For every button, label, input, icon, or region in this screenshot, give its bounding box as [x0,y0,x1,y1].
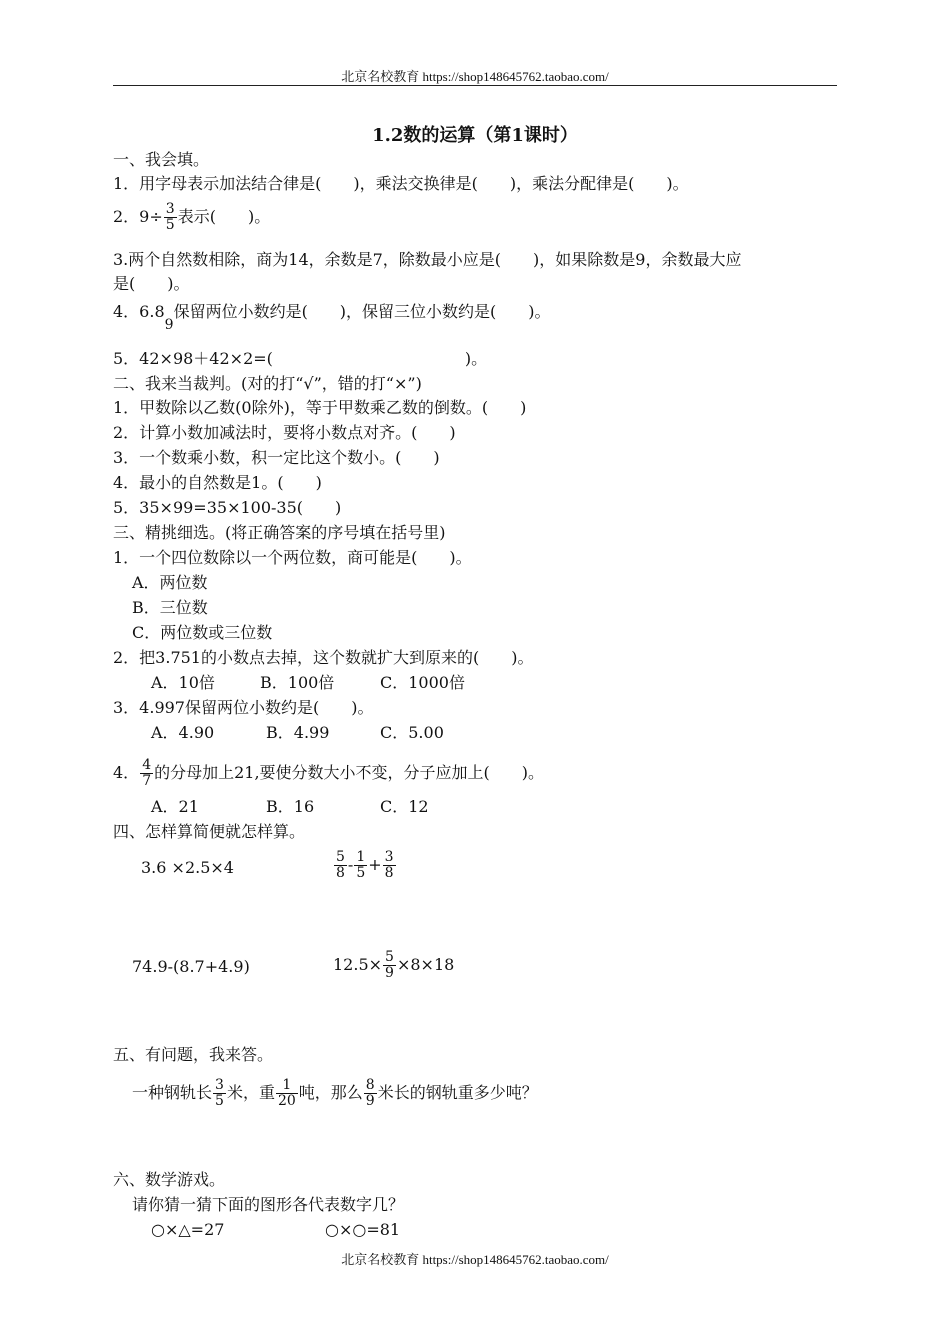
s1-q2-fraction [164,202,177,233]
s5-fraction-1 [213,1078,226,1109]
s3-q4-denominator: 7 [142,773,152,789]
s3-q4-option-a: A．21 [151,797,199,816]
s4-e4-post: ×8×18 [396,955,455,974]
page-footer: 北京名校教育 https://shop148645762.taobao.com/ [341,1252,609,1267]
s3-q4 [113,758,544,789]
s2-q2: 2．计算小数加减法时，要将小数点对齐。( ) [113,423,456,442]
s4-e4-fraction [383,950,396,981]
s1-q2-denominator: 5 [165,217,175,233]
s3-q1: 1．一个四位数除以一个两位数，商可能是( )。 [113,548,472,567]
s3-q3: 3．4.997保留两位小数约是( )。 [113,698,374,717]
s3-q4-option-b: B．16 [266,797,315,816]
s1-q4-repeating-digit: 9 [164,317,174,333]
s5-f1-denominator: 5 [215,1093,224,1109]
s5-f3-numerator: 8 [365,1077,375,1093]
s3-q3-option-b: B．4.99 [266,723,330,742]
s3-q1-option-a: A．两位数 [132,573,208,592]
s5-f2-numerator: 1 [276,1078,298,1094]
s4-expression-4 [333,950,454,981]
s1-q2 [113,202,270,233]
page-title: 1.2数的运算（第1课时） [372,125,578,146]
s5-f3-denominator: 9 [365,1093,375,1109]
s5-text-4: 米长的钢轨重多少吨？ [377,1083,538,1102]
s3-q4-option-c: C．12 [380,797,429,816]
s4-e2-minus: - [347,855,354,874]
section-3-heading: 三、精挑细选。(将正确答案的序号填在括号里) [113,523,446,542]
s3-q3-option-c: C．5.00 [380,723,444,742]
s1-q4-pre: 4．6.8 [113,302,165,321]
s5-f2-denominator: 20 [277,1093,296,1109]
s4-e2-fraction-2 [354,850,367,881]
section-2-heading: 二、我来当裁判。(对的打“√”，错的打“×”) [113,374,422,393]
s2-q3: 3．一个数乘小数，积一定比这个数小。( ) [113,448,440,467]
s4-e4-pre: 12.5× [333,955,383,974]
s4-e2-f3-denominator: 8 [384,865,394,881]
s3-q4-post: 的分母加上21,要使分数大小不变，分子应加上( )。 [154,763,545,782]
s5-fraction-3 [364,1078,377,1109]
s1-q3-line2: 是( )。 [113,274,190,293]
s1-q1: 1．用字母表示加法结合律是( )，乘法交换律是( )，乘法分配律是( )。 [113,174,689,193]
s6-equation-2: ○×○=81 [325,1220,401,1239]
s4-expression-1: 3.6 ×2.5×4 [141,858,234,877]
s4-e2-f2-denominator: 5 [356,865,366,881]
s5-f1-numerator: 3 [215,1077,224,1093]
s1-q4-post: 保留两位小数约是( )，保留三位小数约是( )。 [173,302,551,321]
s3-q2: 2．把3.751的小数点去掉，这个数就扩大到原来的( )。 [113,648,534,667]
s3-q4-fraction [140,758,153,789]
s4-e2-f2-numerator: 1 [356,849,366,865]
s4-e2-f1-numerator: 5 [336,849,345,865]
section-1-heading: 一、我会填。 [113,150,210,169]
s3-q2-option-c: C．1000倍 [380,673,465,692]
s4-e2-fraction-3 [383,850,396,881]
s5-text-3: 吨，那么 [298,1083,363,1102]
s4-e2-f1-denominator: 8 [336,865,345,881]
section-5-heading: 五、有问题，我来答。 [113,1045,274,1064]
section-4-heading: 四、怎样算简便就怎样算。 [113,822,306,841]
s6-equation-1: ○×△=27 [151,1220,225,1239]
s4-e2-f3-numerator: 3 [384,849,394,865]
s1-q2-numerator: 3 [165,201,175,217]
s3-q1-option-c: C．两位数或三位数 [132,623,273,642]
s5-text-1: 一种钢轨长 [132,1083,213,1102]
s3-q4-pre: 4． [113,763,140,782]
s1-q3-line1: 3.两个自然数相除，商为14，余数是7，除数最小应是( )，如果除数是9，余数最大应 [113,250,742,269]
s1-q5: 5．42×98＋42×2=( )。 [113,349,488,368]
section-6-heading: 六、数学游戏。 [113,1170,226,1189]
header-rule [113,85,837,86]
s4-e4-numerator: 5 [385,949,394,965]
s2-q1: 1．甲数除以乙数(0除外)，等于甲数乘乙数的倒数。( ) [113,398,527,417]
s2-q5: 5．35×99=35×100-35( ) [113,498,342,517]
s1-q4 [113,302,551,333]
s3-q2-option-b: B．100倍 [260,673,335,692]
s5-text-2: 米，重 [226,1083,275,1102]
s3-q2-option-a: A．10倍 [151,673,215,692]
s4-e2-plus: + [368,855,382,874]
s5-fraction-2 [276,1078,298,1109]
s1-q2-pre: 2．9÷ [113,207,163,226]
s4-expression-2 [333,850,397,881]
s4-e4-denominator: 9 [385,965,394,981]
s1-q2-post: 表示( )。 [177,207,271,226]
s3-q3-option-a: A．4.90 [151,723,215,742]
s3-q1-option-b: B．三位数 [132,598,208,617]
s3-q4-numerator: 4 [142,757,152,773]
page-header: 北京名校教育 https://shop148645762.taobao.com/ [341,69,609,84]
s5-problem [132,1078,538,1109]
s4-e2-fraction-1 [334,850,347,881]
s2-q4: 4．最小的自然数是1。( ) [113,473,322,492]
s4-expression-3: 74.9-(8.7+4.9) [132,957,250,976]
s6-question: 请你猜一猜下面的图形各代表数字几？ [132,1195,405,1214]
